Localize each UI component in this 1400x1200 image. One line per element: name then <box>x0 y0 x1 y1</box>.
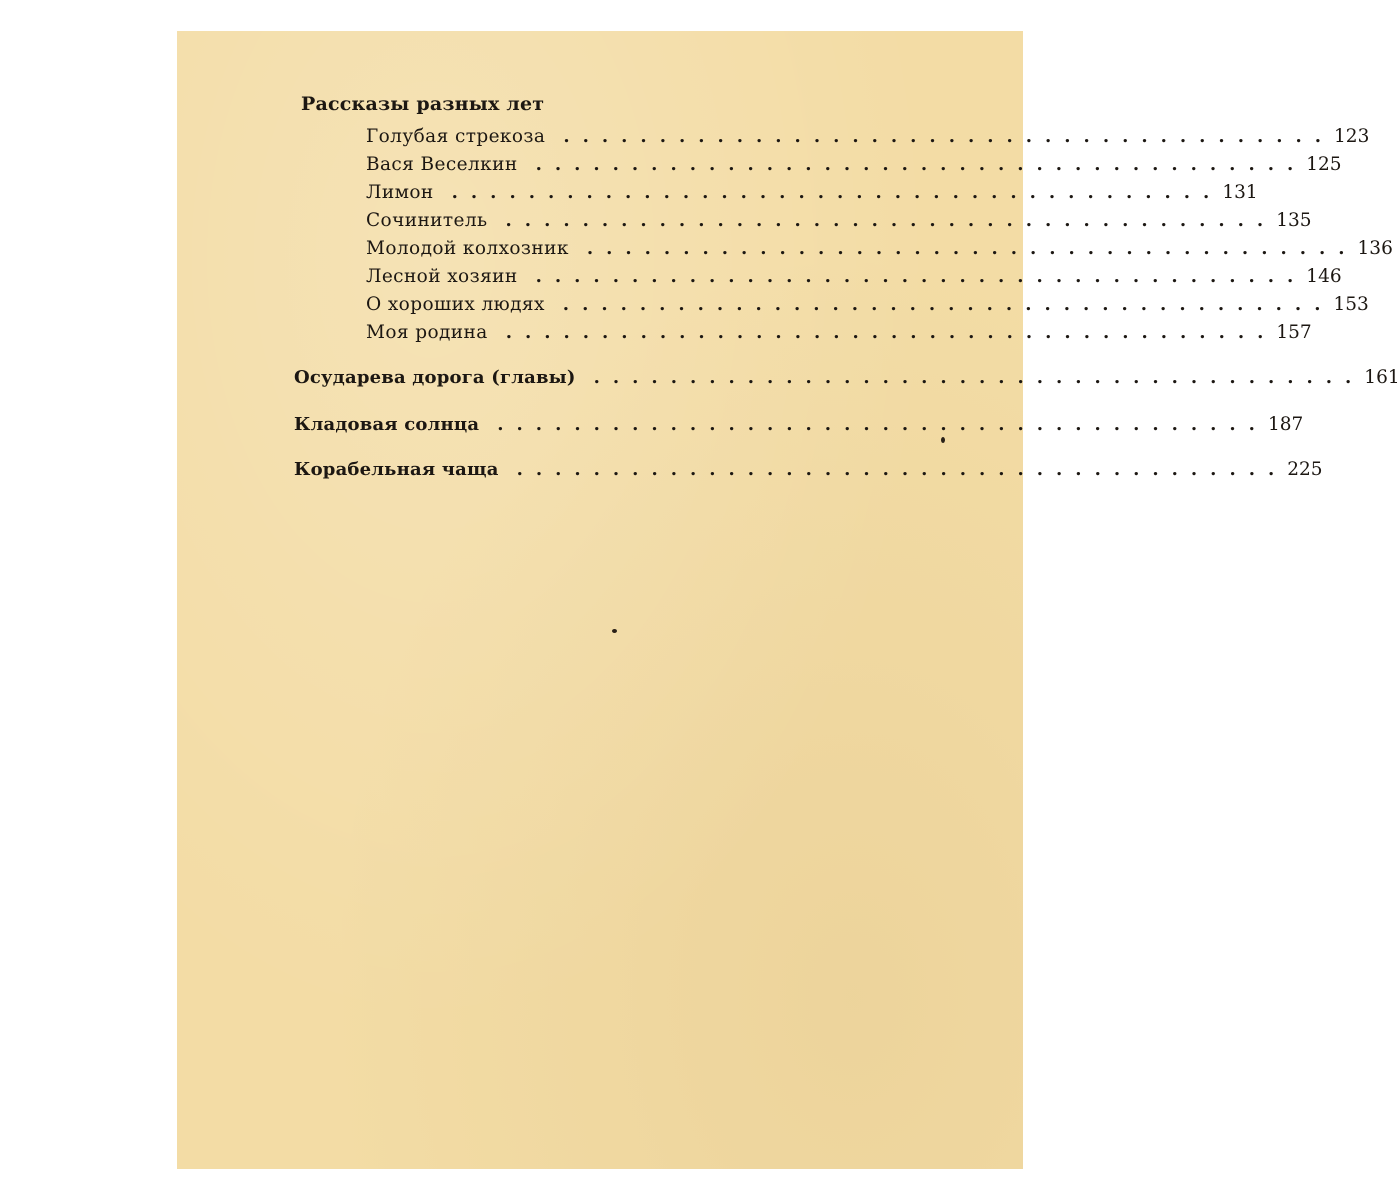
paper-speck <box>941 437 945 443</box>
dot-leader: ........................................ <box>516 459 1288 480</box>
toc-entry-page: 225 <box>1287 459 1323 480</box>
section-heading: Рассказы разных лет <box>301 93 545 115</box>
toc-entry-page: 146 <box>1306 266 1342 287</box>
toc-main-entry <box>294 414 1304 442</box>
toc-entry <box>366 210 1312 238</box>
dot-leader: ........................................ <box>451 182 1223 203</box>
toc-entry-page: 187 <box>1267 414 1304 435</box>
toc-entry <box>366 182 1258 210</box>
toc-entry-page: 135 <box>1276 210 1312 231</box>
toc-entry-page: 157 <box>1276 322 1312 343</box>
toc-entry-title: Сочинитель <box>366 210 488 231</box>
dot-leader: ........................................ <box>505 210 1277 231</box>
toc-entry-title: Лесной хозяин <box>366 266 518 287</box>
table-of-contents <box>177 31 1400 1169</box>
toc-main-entry <box>294 459 1323 487</box>
paper-speck <box>612 629 617 633</box>
toc-entry <box>366 238 1393 266</box>
dot-leader: ........................................ <box>562 294 1334 315</box>
toc-main-entry <box>294 367 1400 395</box>
dot-leader: ........................................ <box>563 126 1335 147</box>
dot-leader: ........................................ <box>535 154 1307 175</box>
toc-entry <box>366 154 1342 182</box>
toc-entry-page: 153 <box>1333 294 1369 315</box>
dot-leader: ........................................ <box>497 414 1268 435</box>
dot-leader: ........................................ <box>593 367 1365 388</box>
toc-entry-title: Осударева дорога (главы) <box>294 367 576 388</box>
toc-entry-title: Моя родина <box>366 322 488 343</box>
toc-entry-title: Молодой колхозник <box>366 238 569 259</box>
toc-entry <box>366 126 1370 154</box>
toc-entry-title: Вася Веселкин <box>366 154 518 175</box>
toc-entry-title: Кладовая солнца <box>294 414 480 435</box>
toc-entry <box>366 266 1342 294</box>
toc-entry <box>366 294 1369 322</box>
toc-entry-page: 136 <box>1357 238 1393 259</box>
toc-entry-page: 123 <box>1334 126 1370 147</box>
toc-entry-page: 125 <box>1306 154 1342 175</box>
toc-entry <box>366 322 1312 350</box>
toc-entry-page: 131 <box>1222 182 1258 203</box>
toc-entry-title: О хороших людях <box>366 294 545 315</box>
toc-entry-page: 161 <box>1364 367 1400 388</box>
dot-leader: ........................................ <box>535 266 1307 287</box>
dot-leader: ........................................ <box>586 238 1358 259</box>
book-page <box>177 31 1400 1169</box>
dot-leader: ........................................ <box>505 322 1277 343</box>
toc-entry-title: Голубая стрекоза <box>366 126 546 147</box>
toc-entry-title: Лимон <box>366 182 434 203</box>
toc-entry-title: Корабельная чаща <box>294 459 499 480</box>
